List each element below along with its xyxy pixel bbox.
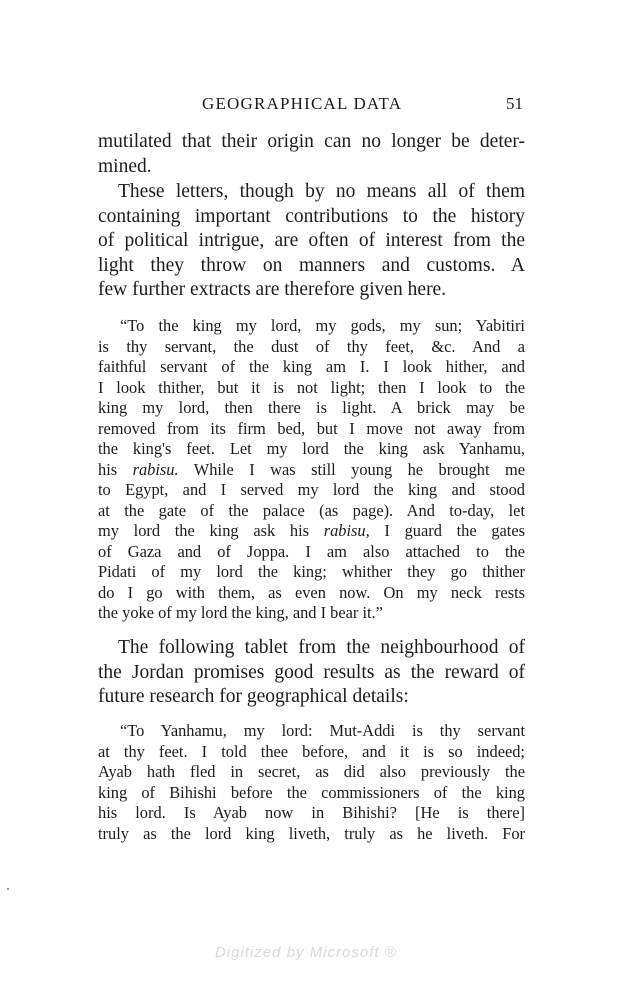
text-line: mutilated that their origin can no longer be deter- bbox=[98, 131, 525, 152]
quote-line: “To the king my lord, my gods, my sun; Yabitiri bbox=[120, 316, 525, 335]
quote-line: at the gate of the palace (as page). And to-day, let bbox=[98, 500, 525, 520]
quote-text: While I was still young he brought me bbox=[178, 459, 525, 479]
quote-line: Pidati of my lord the king; whither they go thither bbox=[98, 562, 525, 581]
text-line: the Jordan promises good results as the reward of bbox=[98, 661, 525, 683]
quote-line: to Egypt, and I served my lord the king and stood bbox=[98, 480, 525, 499]
quote-line: his lord. Is Ayab now in Bihishi? [He is there] bbox=[98, 803, 525, 822]
paragraph-continued bbox=[98, 130, 525, 179]
digitization-watermark: Digitized by Microsoft ® bbox=[215, 944, 397, 961]
quote-text: my lord the king ask his bbox=[98, 521, 324, 540]
text-line: containing important contributions to the history bbox=[98, 205, 525, 227]
text-line: mined. bbox=[98, 155, 152, 177]
paragraph-tablet bbox=[98, 636, 525, 710]
quote-line: do I go with them, as even now. On my neck rests bbox=[98, 582, 525, 602]
quote-line: “To Yanhamu, my lord: Mut-Addi is thy servant bbox=[120, 721, 525, 740]
block-quote-yanhamu bbox=[98, 721, 525, 844]
text-line: few further extracts are therefore given here. bbox=[98, 279, 447, 301]
quote-line: at thy feet. I told thee before, and it is so indeed; bbox=[98, 741, 525, 761]
quote-line: removed from its firm bed, but I move not away from bbox=[98, 418, 525, 438]
quote-line bbox=[98, 521, 525, 542]
italic-term: rabisu, bbox=[323, 521, 370, 540]
text-line: light they throw on manners and customs. A bbox=[98, 254, 525, 276]
quote-text: his bbox=[98, 459, 133, 479]
page-number: 51 bbox=[506, 94, 523, 113]
quote-line: of Gaza and of Joppa. I am also attached to the bbox=[98, 541, 525, 561]
page-header bbox=[98, 94, 525, 118]
quote-line: king my lord, then there is light. A brick may be bbox=[98, 398, 525, 417]
quote-line: the yoke of my lord the king, and I bear it.” bbox=[98, 603, 383, 622]
running-head: GEOGRAPHICAL DATA bbox=[202, 94, 403, 113]
block-quote-yabitiri bbox=[98, 316, 525, 624]
quote-text: I guard the gates bbox=[369, 521, 525, 540]
scan-speck bbox=[7, 888, 9, 890]
quote-line: Ayab hath fled in secret, as did also previously the bbox=[98, 762, 525, 781]
quote-line: truly as the lord king liveth, truly as he liveth. For bbox=[98, 823, 525, 843]
paragraph-letters bbox=[98, 180, 525, 303]
text-line: The following tablet from the neighbourhood of bbox=[118, 637, 525, 658]
text-line: of political intrigue, are often of interest from the bbox=[98, 230, 525, 252]
quote-line: the king's feet. Let my lord the king ask Yanhamu, bbox=[98, 439, 525, 458]
quote-line bbox=[98, 460, 525, 481]
quote-line: king of Bihishi before the commissioners of the king bbox=[98, 782, 525, 802]
text-line: future research for geographical details: bbox=[98, 686, 409, 708]
text-line: These letters, though by no means all of them bbox=[118, 181, 525, 202]
quote-line: faithful servant of the king am I. I look hither, and bbox=[98, 357, 525, 376]
italic-term: rabisu. bbox=[132, 459, 179, 479]
quote-line: I look thither, but it is not light; then I look to the bbox=[98, 377, 525, 397]
quote-line: is thy servant, the dust of thy feet, &c. And a bbox=[98, 336, 525, 356]
